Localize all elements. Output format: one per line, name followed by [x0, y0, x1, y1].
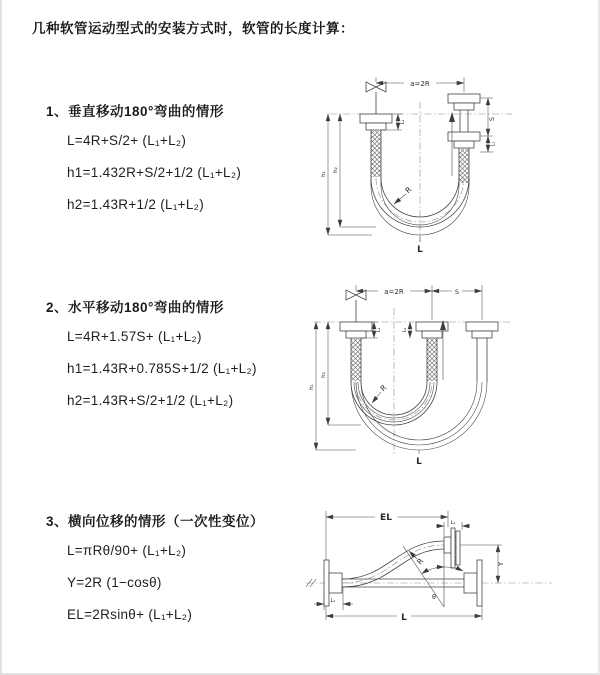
movement-arrow — [440, 320, 446, 380]
formula-line: Y=2R (1−cosθ) — [67, 575, 162, 590]
centerlines — [330, 102, 512, 251]
dim-label-a2r: a=2R — [410, 80, 430, 88]
dim-label-h2: h₂ — [321, 372, 327, 378]
length-label: L — [417, 245, 423, 255]
radius-label: R — [378, 382, 389, 394]
diagram-vertical-180-bend — [314, 74, 534, 259]
diagram-lateral-displacement — [298, 498, 560, 650]
formula-line: h2=1.43R+1/2 (L₁+L₂) — [67, 197, 205, 212]
hose-right-leg-displaced — [466, 322, 498, 382]
dim-label-el: EL — [380, 513, 392, 523]
dim-label-l2: L₂ — [490, 141, 497, 147]
dim-label-l1: L₁ — [400, 119, 406, 125]
dimension-el — [326, 510, 448, 560]
formula-line: L=4R+S/2+ (L₁+L₂) — [67, 133, 187, 148]
dim-label-s: S — [488, 116, 496, 122]
dimension-h1 — [309, 322, 356, 450]
formula-line: h1=1.432R+S/2+1/2 (L₁+L₂) — [67, 165, 242, 180]
length-annotation — [414, 235, 426, 255]
dimension-top-a2r — [376, 77, 464, 92]
section-2-heading: 2、水平移动180°弯曲的情形 — [46, 300, 224, 315]
dimension-top-a2r — [356, 285, 482, 320]
radius-annotation — [394, 185, 413, 204]
dimension-l2 — [402, 322, 410, 338]
valve-icon — [366, 82, 386, 114]
dimension-l2 — [480, 136, 497, 152]
dimension-s — [480, 98, 496, 136]
dim-label-h1: h₁ — [309, 384, 315, 390]
length-label: L — [416, 457, 422, 467]
hose-right-leg — [448, 94, 480, 186]
length-annotation — [413, 450, 425, 467]
dim-label-l2: L₂ — [450, 520, 456, 526]
dim-label-l2: L₂ — [402, 327, 408, 333]
dim-label-h1: h₁ — [321, 171, 327, 177]
dim-label-h2: h₂ — [333, 167, 339, 173]
formula-line: L=4R+1.57S+ (L₁+L₂) — [67, 329, 202, 344]
diagram-horizontal-180-bend — [306, 282, 538, 467]
dimension-h2 — [333, 114, 376, 227]
dim-label-l1: L₁ — [330, 598, 336, 604]
dim-label-a2r: a=2R — [384, 288, 404, 296]
dim-label-l: L — [401, 613, 407, 623]
flange-right-lower — [464, 560, 482, 606]
hose-u-bend-displaced — [351, 382, 487, 450]
radius-label: R — [414, 556, 426, 567]
dim-label-y: Y — [497, 561, 505, 567]
flange-upper-right — [444, 528, 460, 568]
angle-label: θ — [432, 593, 436, 601]
hose-left-leg — [340, 322, 372, 382]
hose-displaced-s-curve — [342, 541, 444, 587]
formula-line: L=πRθ/90+ (L₁+L₂) — [67, 543, 187, 558]
dimension-s — [432, 286, 482, 296]
dim-label-l1: L₁ — [376, 327, 382, 333]
hose-left-leg — [360, 114, 392, 186]
section-3-heading: 3、横向位移的情形（一次性变位） — [46, 514, 265, 529]
dim-label-s: S — [454, 288, 460, 296]
dimension-h1 — [321, 114, 372, 235]
radius-annotation — [372, 383, 388, 403]
formula-line: EL=2Rsinθ+ (L₁+L₂) — [67, 607, 193, 622]
valve-icon — [346, 290, 366, 322]
radius-label: R — [403, 184, 414, 196]
formula-line: h2=1.43R+S/2+1/2 (L₁+L₂) — [67, 393, 234, 408]
section-1-heading: 1、垂直移动180°弯曲的情形 — [46, 104, 224, 119]
page-title: 几种软管运动型式的安装方式时，软管的长度计算： — [32, 21, 354, 36]
formula-line: h1=1.43R+0.785S+1/2 (L₁+L₂) — [67, 361, 257, 376]
dimension-l — [326, 606, 482, 623]
